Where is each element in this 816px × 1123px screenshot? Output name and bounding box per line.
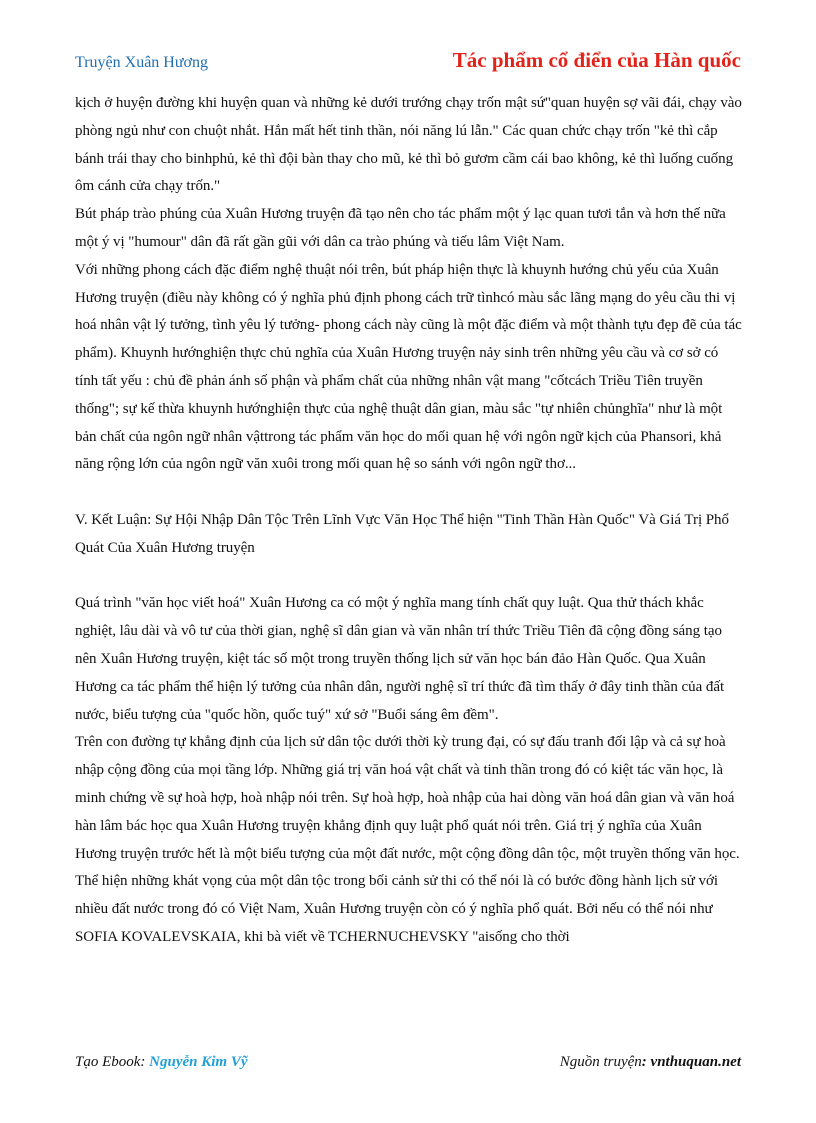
paragraph: Trên con đường tự khẳng định của lịch sử dân tộc dưới thời kỳ trung đại, có sự đấu tranh đối lập và cả sự hoà nhập cộng đồng của mọi tầng lớp. Những giá trị văn hoá vật chất và tinh thần trong đó có kiệt tác văn học, là minh chứng về sự hoà hợp, hoà nhập nói trên. Sự hoà hợp, hoà nhập của hai dòng văn hoá dân gian và văn hoá hàn lâm bác học qua Xuân Hương truyện khẳng định quy luật phổ quát nói trên. Giá trị ý nghĩa của Xuân Hương truyện trước hết là một biểu tượng của một đất nước, một cộng đồng dân tộc, một truyền thống văn học. — [75, 734, 740, 862]
header-subtitle: Tác phẩm cổ điển của Hàn quốc — [452, 48, 741, 72]
header-book-title: Truyện Xuân Hương — [75, 54, 208, 71]
footer-ebook-separator: : — [140, 1054, 146, 1070]
paragraph: Thể hiện những khát vọng của một dân tộc trong bối cảnh sử thi có thể nói là có bước đồng hành lịch sử với nhiều đất nước trong đó có Việt Nam, Xuân Hương truyện còn có ý nghĩa phổ quát. Bởi nếu có thể nói như SOFIA KOVALEVSKAIA, khi bà viết về TCHERNUCHEVSKY "aisống cho thời — [75, 873, 718, 945]
footer-author: Nguyễn Kim Vỹ — [149, 1054, 248, 1070]
page-header — [75, 48, 741, 76]
footer-ebook-label: Tạo Ebook — [75, 1054, 141, 1070]
spacer — [75, 479, 743, 507]
section-heading: V. Kết Luận: Sự Hội Nhập Dân Tộc Trên Lĩnh Vực Văn Học Thể hiện "Tinh Thần Hàn Quốc" Và Giá Trị Phổ Quát Của Xuân Hương truyện — [75, 511, 729, 556]
page-footer — [75, 1054, 741, 1078]
spacer — [75, 563, 743, 591]
footer-ebook-credit — [75, 1054, 248, 1071]
footer-source-separator: : — [641, 1054, 647, 1070]
paragraph: Với những phong cách đặc điểm nghệ thuật nói trên, bút pháp hiện thực là khuynh hướng chủ yếu của Xuân Hương truyện (điều này không có ý nghĩa phủ định phong cách trữ tìnhcó màu sắc lãng mạng do yêu cầu thi vị hoá nhân vật lý tưởng, tình yêu lý tưởng- phong cách này cũng là một đặc điểm và một thành tựu đẹp đẽ của tác phẩm). Khuynh hướnghiện thực chủ nghĩa của Xuân Hương truyện nảy sinh trên những yêu cầu và cơ sở có tính tất yếu : chủ đề phản ánh số phận và phẩm chất của những nhân vật mang "cốtcách Triều Tiên truyền thống"; sự kế thừa khuynh hướnghiện thực của nghệ thuật dân gian, màu sắc "tự nhiên chủnghĩa" như là một bản chất của ngôn ngữ nhân vậttrong tác phẩm văn học do mối quan hệ với ngôn ngữ kịch của Phansori, khả năng rộng lớn của ngôn ngữ văn xuôi trong mối quan hệ so sánh với ngôn ngữ thơ... — [75, 261, 742, 473]
paragraph: kịch ở huyện đường khi huyện quan và những kẻ dưới trướng chạy trốn mật sứ"quan huyện sợ vãi đái, chạy vào phòng ngủ như con chuột nhắt. Hắn mất hết tinh thần, nói năng lú lẫn." Các quan chức chạy trốn "kẻ thì cắp bánh trái thay cho binhphủ, kẻ thì đội bàn thay cho mũ, kẻ thì bỏ gươm cầm cái bao không, kẻ thì luống cuống ôm cánh cửa chạy trốn." — [75, 95, 742, 195]
footer-source-credit — [560, 1054, 741, 1071]
paragraph: Bút pháp trào phúng của Xuân Hương truyện đã tạo nên cho tác phẩm một ý lạc quan tươi tắn và hơn thế nữa một ý vị "humour" dân đã rất gần gũi với dân ca trào phúng và tiếu lâm Việt Nam. — [75, 206, 726, 250]
paragraph: Quá trình "văn học viết hoá" Xuân Hương ca có một ý nghĩa mang tính chất quy luật. Qua thử thách khắc nghiệt, lâu dài và vô tư của thời gian, nghệ sĩ dân gian và văn nhân trí thức Triều Tiên đã cộng đồng sáng tạo nên Xuân Hương truyện, kiệt tác số một trong truyền thống lịch sử văn học bán đảo Hàn Quốc. Qua Xuân Hương ca tác phẩm thể hiện lý tưởng của nhân dân, người nghệ sĩ trí thức đã tìm thấy ở đây tinh thần của đất nước, biểu tượng của "quốc hồn, quốc tuý" xứ sở "Buổi sáng êm đềm". — [75, 595, 725, 723]
footer-source-label: Nguồn truyện — [559, 1054, 642, 1070]
footer-source: vnthuquan.net — [650, 1054, 741, 1070]
document-body — [75, 90, 743, 952]
